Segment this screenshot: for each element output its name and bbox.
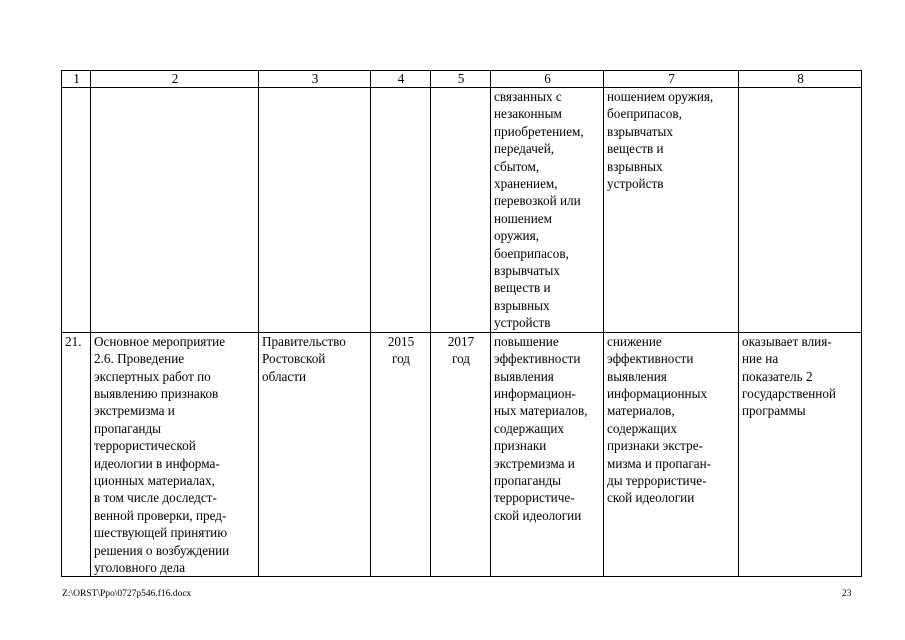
- table-cell: [371, 88, 431, 333]
- consequences-cell: [604, 332, 739, 577]
- table-cell: [491, 88, 604, 333]
- table-cell: [431, 88, 491, 333]
- continuation-row: [62, 88, 862, 333]
- cell-line: сбытом,: [494, 158, 540, 174]
- cell-line: содержащих: [607, 420, 677, 436]
- cell-line: эффективности: [607, 351, 694, 367]
- cell-line: оказывает влия-: [742, 333, 832, 349]
- cell-line: боеприпасов,: [494, 245, 569, 261]
- cell-line: ской идеологии: [494, 507, 582, 523]
- cell-line: экстремизма и: [94, 403, 175, 419]
- col-header: 1: [62, 71, 91, 88]
- cell-line: показатель 2: [742, 368, 813, 384]
- cell-line: информацион-: [494, 385, 576, 401]
- cell-line: признаки: [494, 438, 547, 454]
- cell-line: 2015: [387, 333, 415, 349]
- cell-line: выявления: [607, 368, 667, 384]
- cell-line: Правительство: [262, 333, 346, 349]
- cell-line: в том числе доследст-: [94, 490, 217, 506]
- cell-line: признаки экстре-: [607, 438, 703, 454]
- cell-line: мизма и пропаган-: [607, 455, 712, 471]
- col-header: 5: [431, 71, 491, 88]
- end-year-cell: [431, 332, 491, 577]
- file-path: Z:\ORST\Ppo\0727p546.f16.docx: [62, 589, 192, 599]
- cell-line: экспертных работ по: [94, 368, 211, 384]
- cell-line: информационных: [607, 385, 708, 401]
- cell-line: венной проверки, пред-: [94, 507, 227, 523]
- executor-cell: [259, 332, 371, 577]
- cell-line: оружия,: [494, 228, 539, 244]
- activity-cell: [91, 332, 259, 577]
- cell-line: идеологии в информа-: [94, 455, 220, 471]
- cell-line: решения о возбуждении: [94, 542, 230, 558]
- cell-line: 2.6. Проведение: [94, 351, 185, 367]
- header-row: [62, 71, 862, 88]
- cell-line: связанных с: [494, 89, 562, 104]
- col-header: 2: [91, 71, 259, 88]
- table-cell: [739, 88, 862, 333]
- cell-line: 2017: [447, 333, 475, 349]
- page-number: 23: [842, 589, 852, 599]
- cell-line: ношением: [494, 210, 552, 226]
- cell-line: террористиче-: [494, 490, 575, 506]
- cell-line: области: [262, 368, 307, 384]
- cell-line: взрывчатых: [494, 263, 560, 279]
- cell-line: уголовного дела: [94, 559, 186, 575]
- cell-line: год: [451, 351, 470, 367]
- col-header: 4: [371, 71, 431, 88]
- table-cell: [604, 88, 739, 333]
- cell-line: перевозкой или: [494, 193, 581, 209]
- cell-line: ды террористиче-: [607, 472, 707, 488]
- cell-line: боеприпасов,: [607, 106, 682, 122]
- cell-line: приобретением,: [494, 123, 584, 139]
- cell-line: незаконным: [494, 106, 562, 122]
- col-header: 6: [491, 71, 604, 88]
- cell-line: ской идеологии: [607, 490, 695, 506]
- cell-line: ных материалов,: [494, 403, 588, 419]
- cell-line: повышение: [494, 333, 559, 349]
- cell-line: государственной: [742, 385, 836, 401]
- start-year-cell: [371, 332, 431, 577]
- cell-line: Ростовской: [262, 351, 326, 367]
- cell-line: устройств: [607, 176, 664, 192]
- cell-line: веществ и: [494, 280, 551, 296]
- table-row-21: [62, 332, 862, 577]
- cell-line: взрывных: [607, 158, 663, 174]
- col-header: 7: [604, 71, 739, 88]
- cell-line: снижение: [607, 333, 662, 349]
- cell-line: эффективности: [494, 351, 581, 367]
- cell-line: веществ и: [607, 141, 664, 157]
- cell-line: выявлению признаков: [94, 385, 219, 401]
- cell-line: программы: [742, 403, 806, 419]
- program-table: [61, 70, 862, 577]
- cell-line: хранением,: [494, 176, 558, 192]
- cell-line: передачей,: [494, 141, 555, 157]
- cell-line: ние на: [742, 351, 779, 367]
- table-cell: [62, 88, 91, 333]
- cell-line: год: [391, 351, 410, 367]
- cell-line: террористической: [94, 438, 196, 454]
- cell-line: ционных материалах,: [94, 472, 215, 488]
- indicator-link-cell: [739, 332, 862, 577]
- expected-result-cell: [491, 332, 604, 577]
- col-header: 8: [739, 71, 862, 88]
- row-number: 21.: [62, 332, 91, 577]
- cell-line: экстремизма и: [494, 455, 575, 471]
- cell-line: материалов,: [607, 403, 675, 419]
- cell-line: ношением оружия,: [607, 89, 714, 104]
- cell-line: шествующей принятию: [94, 525, 228, 541]
- cell-line: пропаганды: [94, 420, 162, 436]
- cell-line: пропаганды: [494, 472, 562, 488]
- col-header: 3: [259, 71, 371, 88]
- table-cell: [91, 88, 259, 333]
- cell-line: Основное мероприятие: [94, 333, 226, 349]
- cell-line: содержащих: [494, 420, 564, 436]
- cell-line: устройств: [494, 315, 551, 331]
- table-cell: [259, 88, 371, 333]
- cell-line: взрывных: [494, 297, 550, 313]
- cell-line: взрывчатых: [607, 123, 673, 139]
- cell-line: выявления: [494, 368, 554, 384]
